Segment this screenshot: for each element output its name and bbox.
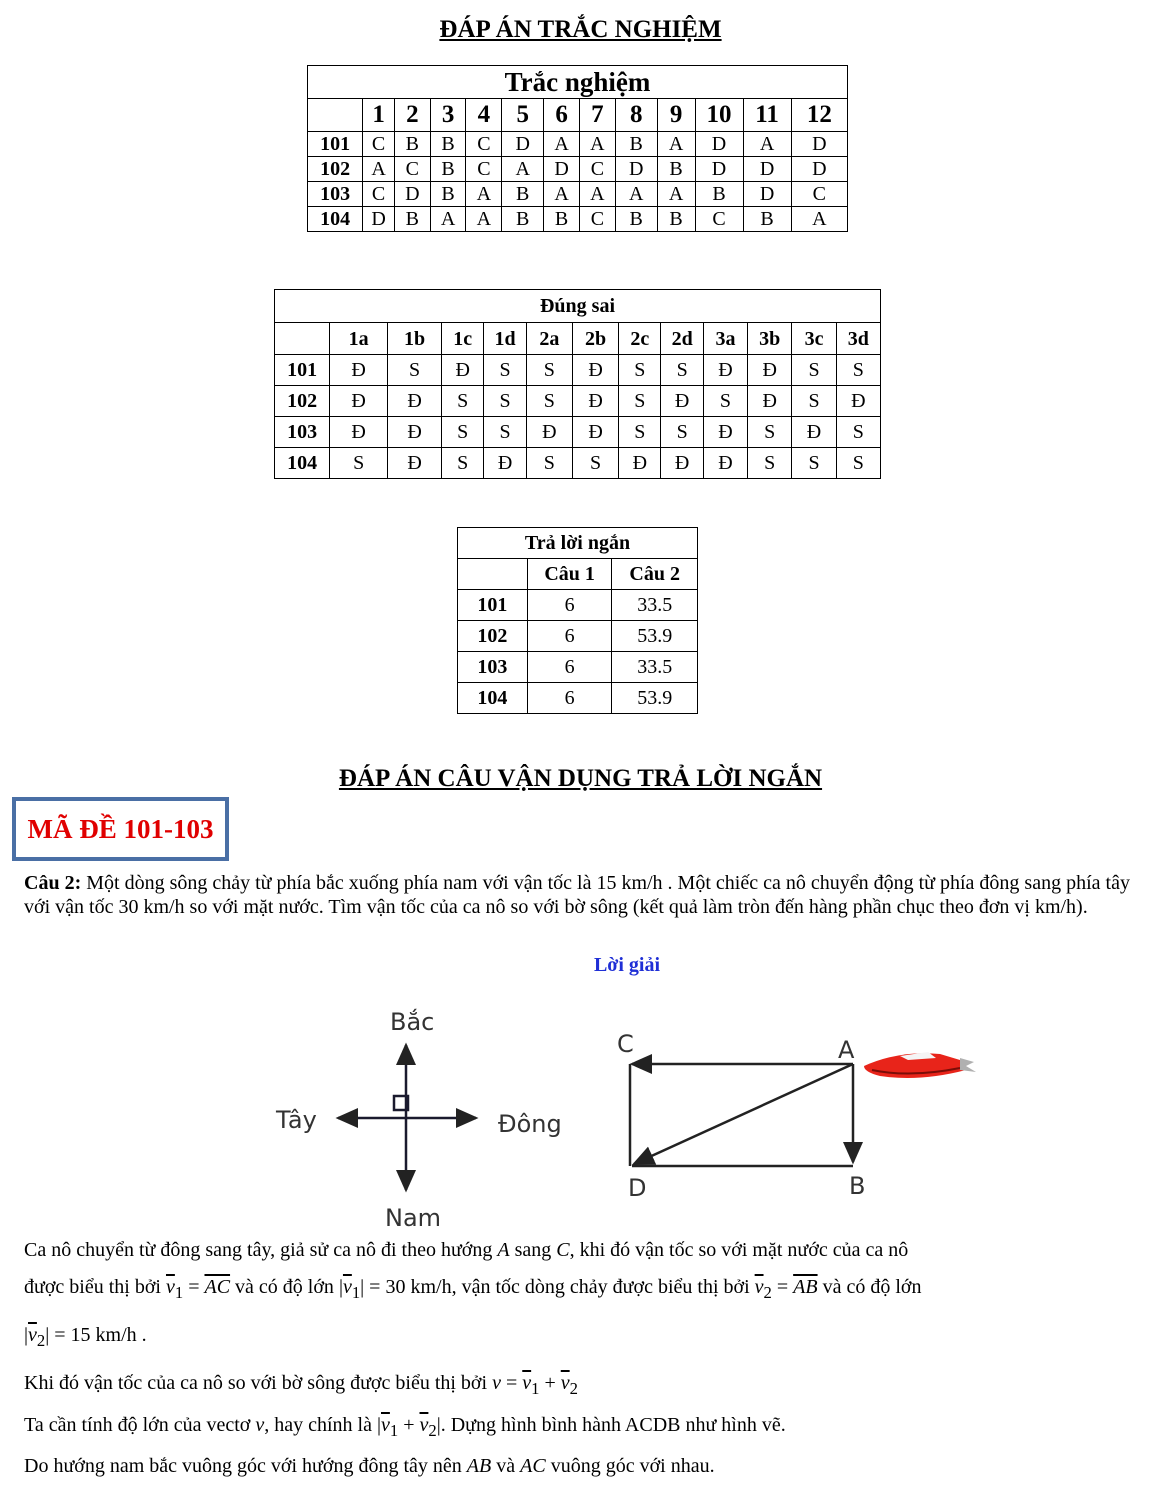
point-c-label: C	[617, 1030, 634, 1058]
answer-cell: B	[430, 157, 466, 182]
answer-cell: A	[466, 207, 502, 232]
column-header	[275, 323, 330, 355]
table-row	[275, 386, 881, 417]
table-row	[458, 683, 698, 714]
answer-cell: D	[695, 157, 743, 182]
table-row	[308, 157, 848, 182]
table-row	[308, 207, 848, 232]
answer-cell: B	[615, 207, 657, 232]
answer-cell: C	[466, 157, 502, 182]
table-row	[458, 590, 698, 621]
exam-code-cell: 103	[308, 182, 363, 207]
answer-cell: Đ	[748, 386, 792, 417]
answer-cell: 6	[527, 652, 612, 683]
answer-cell: S	[619, 386, 661, 417]
answer-cell: 6	[527, 590, 612, 621]
answer-cell: 53.9	[612, 683, 698, 714]
column-header: 12	[791, 99, 847, 132]
answer-cell: S	[836, 417, 880, 448]
answer-cell: C	[466, 132, 502, 157]
column-header: 1a	[330, 323, 388, 355]
answer-cell: A	[430, 207, 466, 232]
answer-cell: S	[526, 386, 572, 417]
table-row	[458, 621, 698, 652]
answer-cell: Đ	[388, 386, 442, 417]
table-row	[275, 417, 881, 448]
answer-cell: S	[619, 417, 661, 448]
paragraph-3: $|\overline{v}_2| = 15$ km/h .	[24, 1324, 147, 1350]
column-header: 2	[394, 99, 430, 132]
answer-cell: S	[526, 448, 572, 479]
answer-cell: S	[388, 355, 442, 386]
answer-cell: Đ	[661, 386, 703, 417]
answer-cell: D	[363, 207, 395, 232]
east-label: Đông	[498, 1110, 562, 1138]
column-header: 1b	[388, 323, 442, 355]
answer-cell: B	[502, 207, 544, 232]
table-row	[458, 652, 698, 683]
answer-cell: Đ	[703, 417, 747, 448]
south-label: Nam	[385, 1204, 442, 1232]
answer-cell: B	[394, 132, 430, 157]
answer-cell: D	[544, 157, 580, 182]
answer-cell: A	[743, 132, 791, 157]
answer-cell: D	[502, 132, 544, 157]
answer-cell: Đ	[572, 355, 618, 386]
table-row	[275, 355, 881, 386]
column-header: 2d	[661, 323, 703, 355]
exam-code-label: MÃ ĐỀ 101-103	[12, 797, 229, 861]
table-caption: Trắc nghiệm	[308, 66, 848, 99]
answer-cell: C	[579, 207, 615, 232]
answer-cell: 6	[527, 621, 612, 652]
table-row	[308, 182, 848, 207]
paragraph-4: Khi đó vận tốc của ca nô so với bờ sông được biểu thị bởi $v = \overline{v}_1 + \overline{v}_2$	[24, 1372, 578, 1398]
table-row	[275, 448, 881, 479]
column-header: 3	[430, 99, 466, 132]
answer-cell: Đ	[388, 417, 442, 448]
column-header: 3b	[748, 323, 792, 355]
column-header: 5	[502, 99, 544, 132]
answer-cell: S	[792, 386, 836, 417]
answer-cell: D	[615, 157, 657, 182]
answer-cell: B	[430, 182, 466, 207]
question-text	[24, 871, 1134, 919]
answer-cell: D	[394, 182, 430, 207]
boat-icon	[864, 1052, 976, 1078]
column-header: Câu 2	[612, 559, 698, 590]
answer-cell: S	[661, 417, 703, 448]
answer-cell: B	[695, 182, 743, 207]
answer-cell: D	[695, 132, 743, 157]
column-header: 10	[695, 99, 743, 132]
answer-cell: D	[791, 132, 847, 157]
answer-cell: A	[579, 182, 615, 207]
answer-cell: A	[544, 132, 580, 157]
column-header: 1d	[484, 323, 526, 355]
answer-cell: 6	[527, 683, 612, 714]
column-header: 1c	[442, 323, 484, 355]
answer-cell: Đ	[703, 448, 747, 479]
paragraph-6: Do hướng nam bắc vuông góc với hướng đông tây nên AB và AC vuông góc với nhau.	[24, 1455, 715, 1477]
answer-cell: B	[430, 132, 466, 157]
answer-cell: S	[442, 386, 484, 417]
application-answer-title: ĐÁP ÁN CÂU VẬN DỤNG TRẢ LỜI NGẮN	[338, 765, 823, 792]
answer-cell: Đ	[703, 355, 747, 386]
answer-cell: Đ	[619, 448, 661, 479]
column-header: Câu 1	[527, 559, 612, 590]
answer-cell: Đ	[330, 417, 388, 448]
column-header: 2a	[526, 323, 572, 355]
column-header	[458, 559, 528, 590]
column-header: 7	[579, 99, 615, 132]
question-body: Một dòng sông chảy từ phía bắc xuống phía nam với vận tốc là 15 km/h . Một chiếc ca nô chuyển động từ phía đông sang phía tây với vận tốc 30 km/h so với mặt nước. Tìm vận tốc của ca nô so với bờ sông (kết quả làm tròn đến hàng phần chục theo đơn vị km/h).	[24, 872, 1130, 918]
answer-cell: S	[484, 386, 526, 417]
paragraph-1: Ca nô chuyển từ đông sang tây, giả sử ca nô đi theo hướng A sang C, khi đó vận tốc so với mặt nước của ca nô	[24, 1239, 909, 1261]
answer-cell: C	[791, 182, 847, 207]
answer-cell: A	[657, 132, 695, 157]
column-header: 3d	[836, 323, 880, 355]
answer-cell: D	[791, 157, 847, 182]
column-header: 1	[363, 99, 395, 132]
answer-cell: B	[743, 207, 791, 232]
answer-cell: A	[657, 182, 695, 207]
exam-code-cell: 101	[275, 355, 330, 386]
column-header: 2c	[619, 323, 661, 355]
exam-code-cell: 104	[275, 448, 330, 479]
answer-cell: S	[442, 448, 484, 479]
answer-cell: D	[743, 157, 791, 182]
answer-cell: Đ	[572, 386, 618, 417]
answer-cell: Đ	[526, 417, 572, 448]
answer-cell: B	[502, 182, 544, 207]
column-header: 6	[544, 99, 580, 132]
answer-cell: C	[363, 182, 395, 207]
north-label: Bắc	[390, 1008, 435, 1036]
answer-cell: B	[394, 207, 430, 232]
answer-cell: A	[363, 157, 395, 182]
paragraph-2: được biểu thị bởi $\overline{v}_1 = \overline{AC}$ và có độ lớn $|\overline{v}_1| = 30$ km/h, vận tốc dòng chảy được biểu thị bởi $\overline{v}_2 = \overline{AB}$ và có độ lớn	[24, 1276, 922, 1302]
answer-cell: S	[484, 355, 526, 386]
answer-cell: A	[579, 132, 615, 157]
answer-cell: Đ	[748, 355, 792, 386]
compass	[275, 1007, 562, 1232]
answer-cell: Đ	[572, 417, 618, 448]
answer-cell: S	[792, 448, 836, 479]
answer-cell: B	[657, 157, 695, 182]
exam-code-cell: 102	[458, 621, 528, 652]
point-a-label: A	[838, 1036, 855, 1064]
column-header	[308, 99, 363, 132]
point-d-label: D	[628, 1174, 647, 1202]
exam-code-cell: 103	[275, 417, 330, 448]
answer-cell: Đ	[792, 417, 836, 448]
multiple-choice-table	[307, 65, 848, 232]
west-label: Tây	[276, 1106, 317, 1134]
answer-cell: 33.5	[612, 652, 698, 683]
exam-code-cell: 104	[308, 207, 363, 232]
short-answer-table	[457, 527, 698, 714]
vector-diagram	[260, 1000, 1020, 1236]
answer-cell: A	[544, 182, 580, 207]
answer-cell: A	[502, 157, 544, 182]
table-caption: Đúng sai	[275, 290, 881, 323]
exam-code-cell: 101	[308, 132, 363, 157]
exam-code-cell: 101	[458, 590, 528, 621]
answer-cell: S	[748, 448, 792, 479]
answer-cell: S	[836, 355, 880, 386]
question-label: Câu 2:	[24, 872, 82, 894]
answer-key-title: ĐÁP ÁN TRẮC NGHIỆM	[439, 16, 722, 43]
answer-cell: S	[836, 448, 880, 479]
column-header: 11	[743, 99, 791, 132]
answer-cell: S	[572, 448, 618, 479]
answer-cell: A	[615, 182, 657, 207]
answer-cell: Đ	[484, 448, 526, 479]
parallelogram	[617, 1030, 865, 1202]
answer-cell: S	[703, 386, 747, 417]
answer-cell: B	[544, 207, 580, 232]
answer-cell: S	[619, 355, 661, 386]
exam-code-cell: 104	[458, 683, 528, 714]
answer-cell: S	[792, 355, 836, 386]
true-false-table	[274, 289, 881, 479]
answer-cell: Đ	[661, 448, 703, 479]
answer-cell: C	[363, 132, 395, 157]
exam-code-cell: 102	[275, 386, 330, 417]
column-header: 8	[615, 99, 657, 132]
answer-cell: S	[661, 355, 703, 386]
exam-code-cell: 102	[308, 157, 363, 182]
answer-cell: D	[743, 182, 791, 207]
answer-cell: 53.9	[612, 621, 698, 652]
column-header: 2b	[572, 323, 618, 355]
column-header: 9	[657, 99, 695, 132]
answer-cell: S	[442, 417, 484, 448]
answer-cell: Đ	[442, 355, 484, 386]
exam-code-cell: 103	[458, 652, 528, 683]
answer-cell: S	[526, 355, 572, 386]
answer-cell: Đ	[330, 355, 388, 386]
point-b-label: B	[849, 1172, 866, 1200]
table-caption: Trả lời ngắn	[458, 528, 698, 559]
table-row	[308, 132, 848, 157]
paragraph-5: Ta cần tính độ lớn của vectơ v, hay chính là $|\overline{v}_1 + \overline{v}_2|$. Dựng hình bình hành ACDB như hình vẽ.	[24, 1414, 786, 1440]
answer-cell: Đ	[330, 386, 388, 417]
column-header: 3c	[792, 323, 836, 355]
answer-cell: S	[748, 417, 792, 448]
answer-cell: S	[330, 448, 388, 479]
answer-cell: C	[394, 157, 430, 182]
answer-cell: B	[615, 132, 657, 157]
answer-cell: S	[484, 417, 526, 448]
solution-label: Lời giải	[593, 954, 661, 976]
column-header: 3a	[703, 323, 747, 355]
column-header: 4	[466, 99, 502, 132]
answer-cell: 33.5	[612, 590, 698, 621]
answer-cell: C	[695, 207, 743, 232]
answer-cell: A	[466, 182, 502, 207]
answer-cell: C	[579, 157, 615, 182]
answer-cell: Đ	[836, 386, 880, 417]
answer-cell: B	[657, 207, 695, 232]
answer-cell: A	[791, 207, 847, 232]
answer-cell: Đ	[388, 448, 442, 479]
